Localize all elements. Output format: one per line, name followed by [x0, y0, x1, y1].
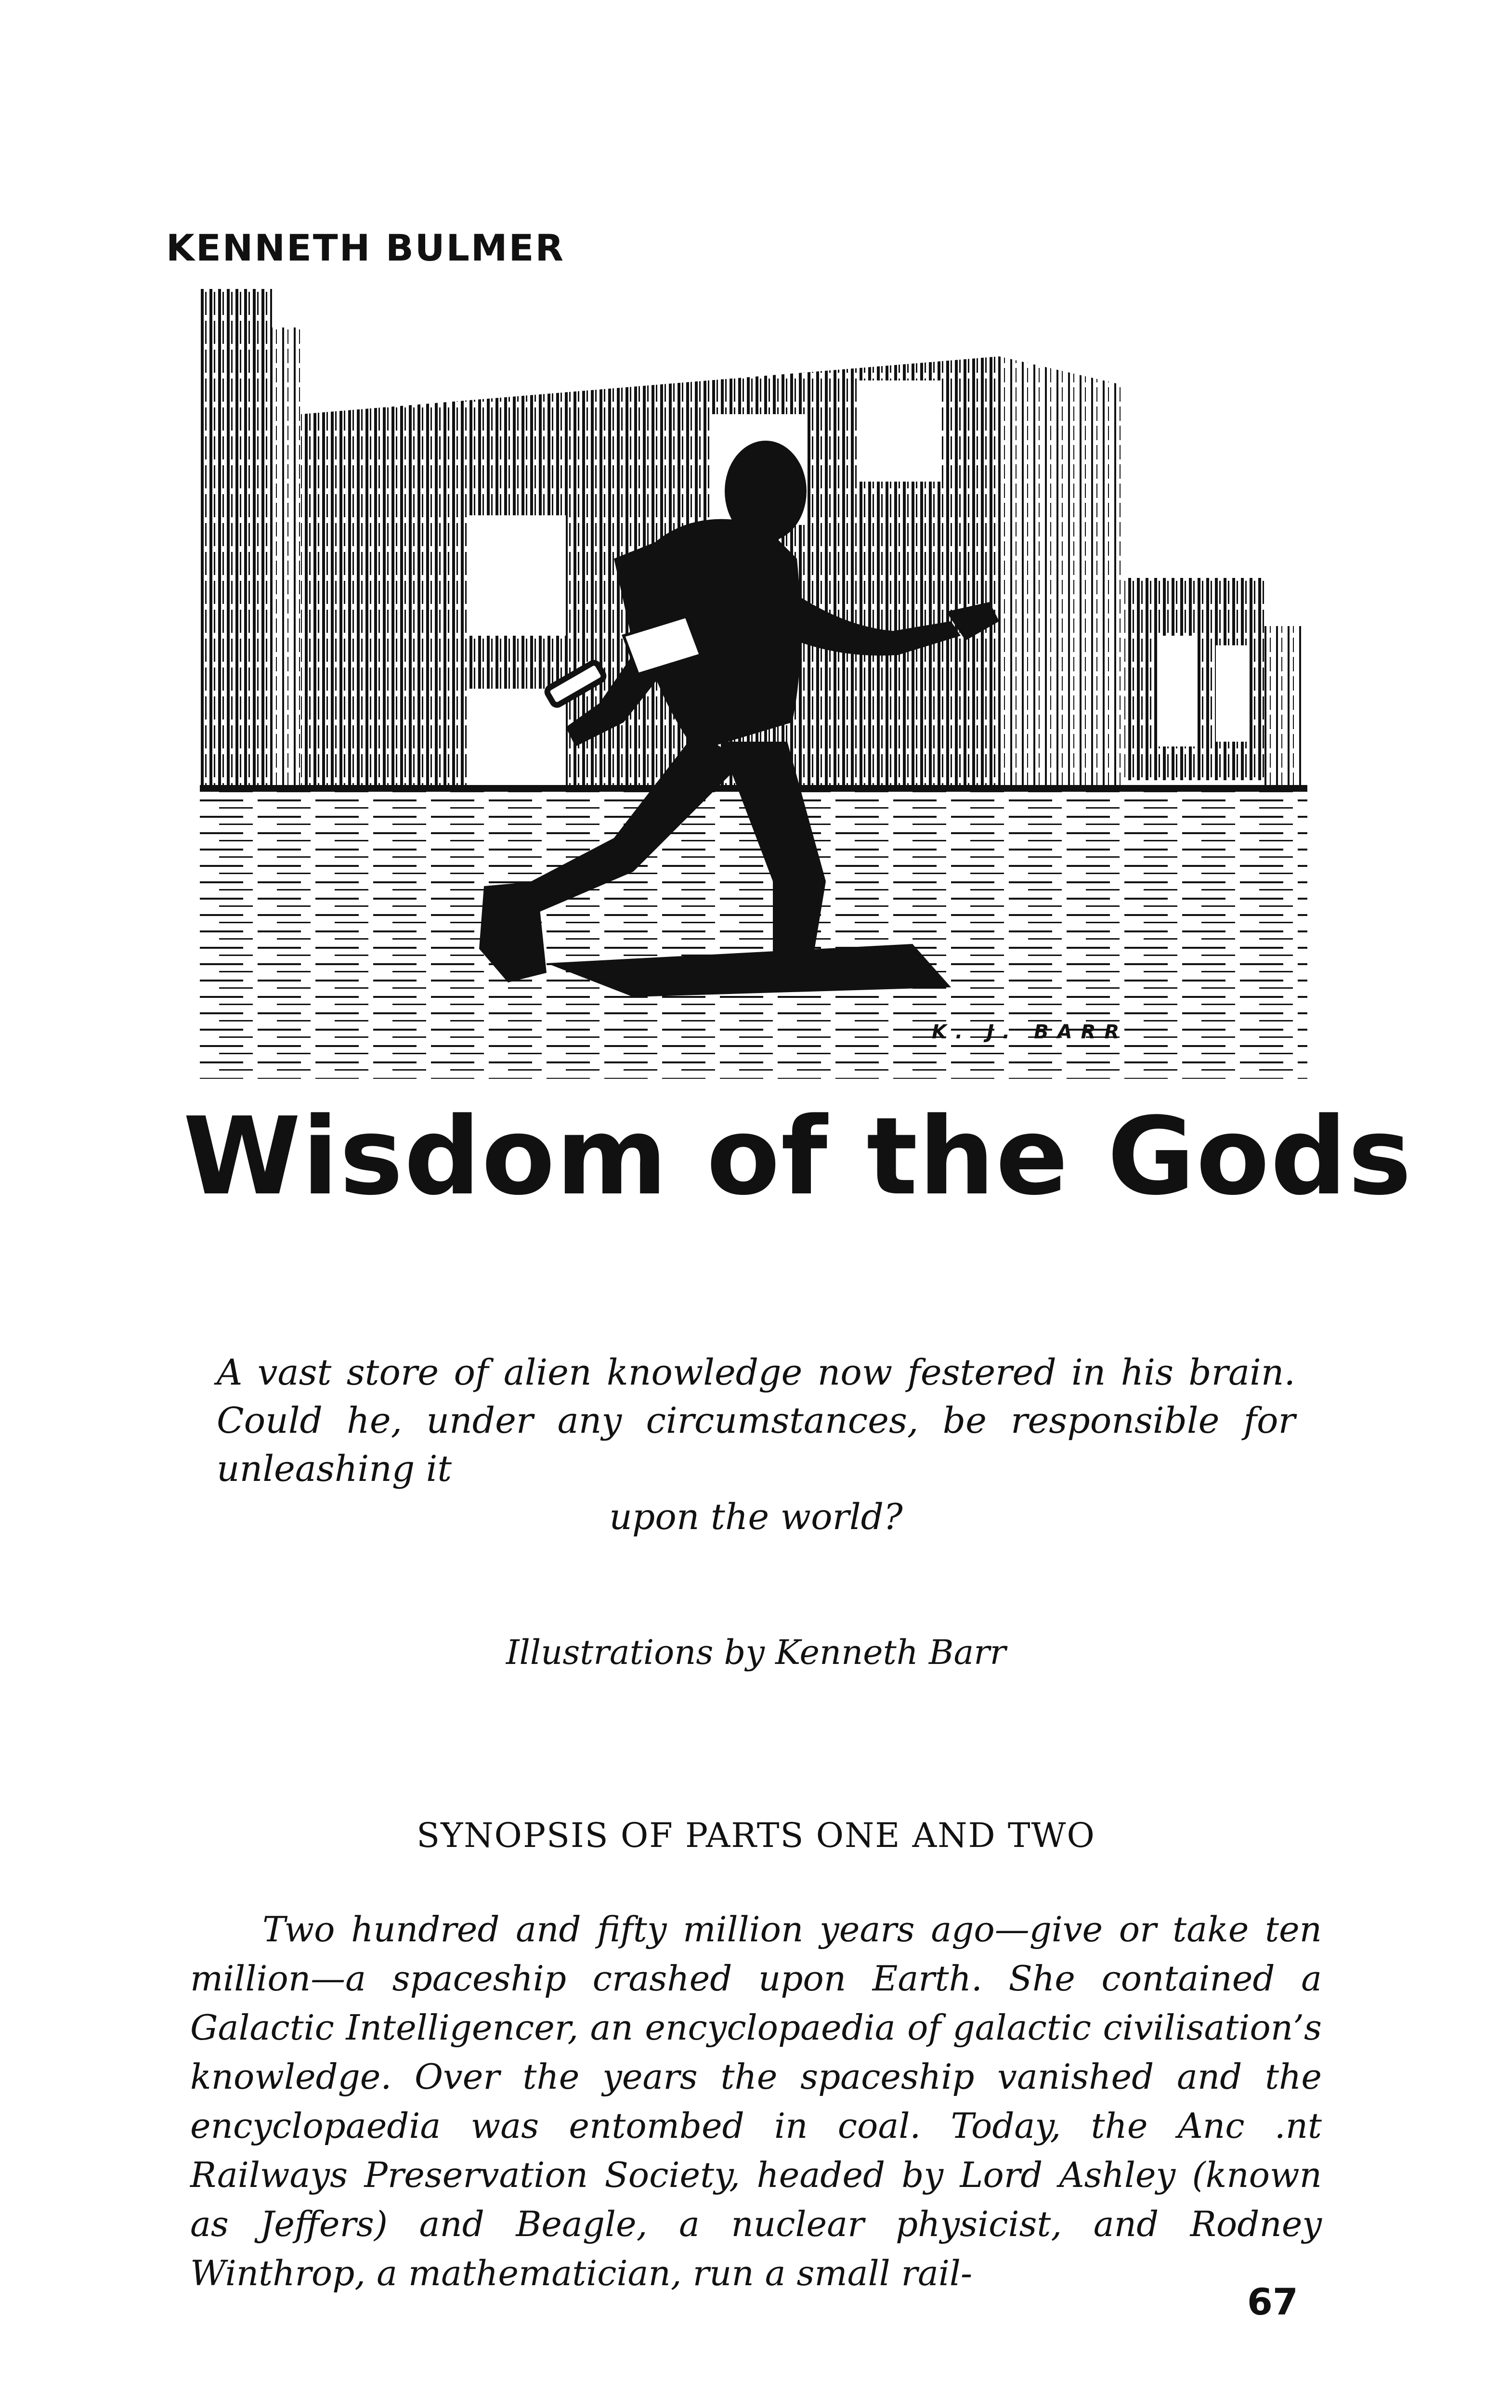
page-number: 67 — [1247, 2280, 1298, 2323]
synopsis-heading: SYNOPSIS OF PARTS ONE AND TWO — [417, 1816, 1095, 1855]
blurb-main: A vast store of alien knowledge now festered in his brain. Could he, under any circumstances, be responsible for unleashing it — [217, 1352, 1295, 1490]
synopsis-text: Two hundred and fifty million years ago—give or take ten million—a spaceship crashed upon Earth. She contained a Galactic Intelligencer, an encyclopaedia of galactic civilisation’s knowledge. Over the years the spaceship vanished and the encyclopaedia was entombed in coal. Today, the Anc .nt Railways Preservation Society, headed by Lord Ashley (known as Jeffers) and Beagle, a nuclear physicist, and Rodney Winthrop, a mathematician, run a small rail- — [190, 1909, 1322, 2293]
illustration-art — [200, 289, 1307, 1079]
blurb-last-line: upon the world? — [609, 1496, 903, 1538]
running-man-illustration — [200, 289, 1307, 1079]
illustration-credit: Illustrations by Kenneth Barr — [506, 1633, 1006, 1672]
story-title: Wisdom of the Gods — [183, 1095, 1413, 1219]
illustration-signature: K. J. BARR — [932, 1021, 1128, 1043]
author-name: KENNETH BULMER — [166, 226, 565, 269]
story-blurb — [217, 1348, 1295, 1541]
